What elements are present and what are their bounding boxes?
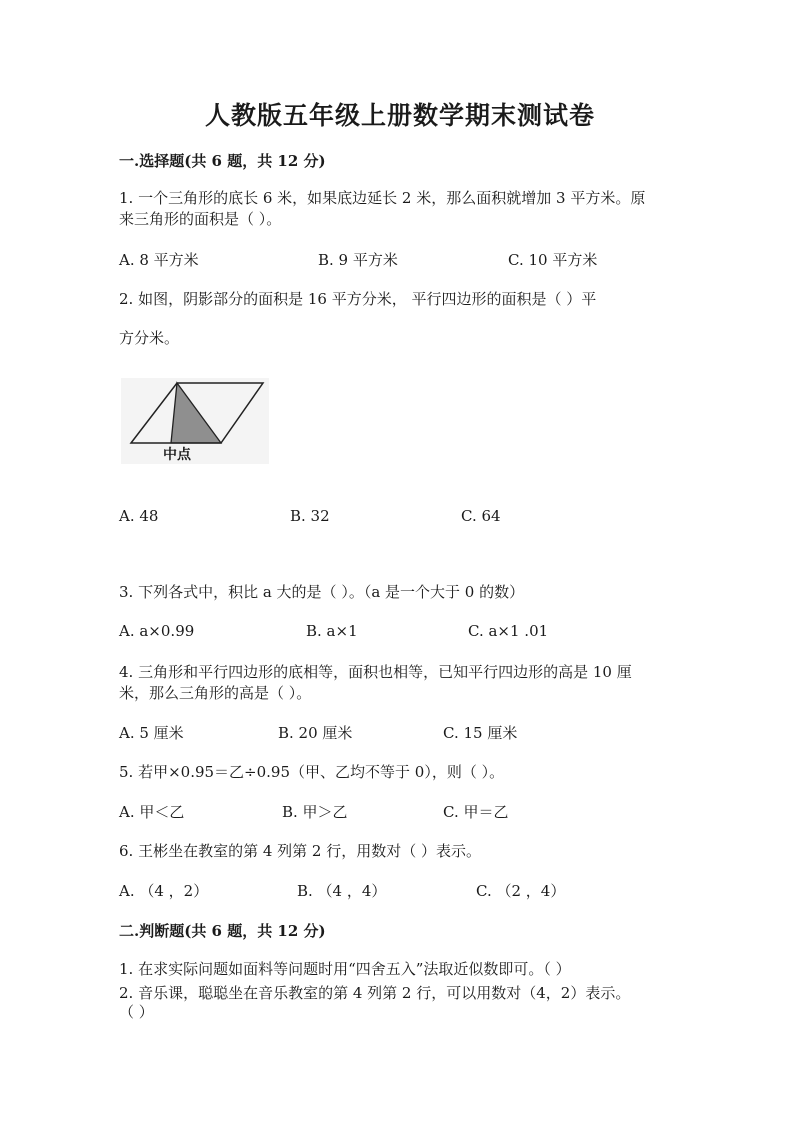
question-2-option-a: A. 48: [119, 507, 159, 525]
shaded-triangle: [171, 383, 221, 443]
question-3-option-b: B. a×1: [306, 622, 358, 640]
question-2-option-b: B. 32: [290, 507, 330, 525]
question-1-option-a: A. 8 平方米: [119, 251, 199, 269]
question-3-line-1: 3. 下列各式中，积比 a 大的是（ ）。（a 是一个大于 0 的数）: [119, 583, 525, 601]
question-6-option-a: A. （4 ，2）: [119, 882, 209, 900]
parallelogram-figure: [121, 378, 269, 464]
question-1-option-c: C. 10 平方米: [508, 251, 598, 269]
question-1-line-1: 1. 一个三角形的底长 6 米，如果底边延长 2 米，那么面积就增加 3 平方米。原: [119, 189, 646, 207]
question-4-option-a: A. 5 厘米: [119, 724, 184, 742]
page-title: 人教版五年级上册数学期末测试卷: [204, 101, 595, 130]
question-2-option-c: C. 64: [461, 507, 501, 525]
question-6-option-b: B. （4 ，4）: [297, 882, 387, 900]
question-5-option-c: C. 甲＝乙: [443, 803, 509, 821]
question-2-line-1: 2. 如图，阴影部分的面积是 16 平方分米， 平行四边形的面积是（ ）平: [119, 290, 597, 308]
judgement-1-line-1: 1. 在求实际问题如面料等问题时用“四舍五入”法取近似数即可。（ ）: [119, 960, 571, 978]
question-4-line-2: 米，那么三角形的高是（ ）。: [119, 684, 312, 702]
question-3-option-c: C. a×1 .01: [468, 622, 549, 640]
question-5-option-b: B. 甲＞乙: [282, 803, 348, 821]
question-5-line-1: 5. 若甲×0.95＝乙÷0.95（甲、乙均不等于 0），则（ ）。: [119, 763, 505, 781]
judgement-2-line-1: 2. 音乐课，聪聪坐在音乐教室的第 4 列第 2 行，可以用数对（4，2）表示。: [119, 984, 631, 1002]
question-6-option-c: C. （2 ，4）: [476, 882, 566, 900]
parallelogram-diagram: [121, 378, 269, 464]
figure-label-midpoint: 中点: [163, 447, 191, 463]
question-5-option-a: A. 甲＜乙: [119, 803, 185, 821]
section-heading-judgement: 二.判断题(共 6 题，共 12 分): [119, 922, 326, 940]
question-4-line-1: 4. 三角形和平行四边形的底相等，面积也相等，已知平行四边形的高是 10 厘: [119, 663, 632, 681]
judgement-2-line-2: （ ）: [119, 1003, 154, 1021]
question-4-option-b: B. 20 厘米: [278, 724, 353, 742]
question-3-option-a: A. a×0.99: [119, 622, 195, 640]
question-1-option-b: B. 9 平方米: [318, 251, 398, 269]
question-4-option-c: C. 15 厘米: [443, 724, 518, 742]
section-heading-choice: 一.选择题(共 6 题，共 12 分): [119, 152, 326, 170]
question-6-line-1: 6. 王彬坐在教室的第 4 列第 2 行，用数对（ ）表示。: [119, 842, 482, 860]
question-2-line-2: 方分米。: [119, 329, 180, 347]
question-1-line-2: 来三角形的面积是（ ）。: [119, 210, 282, 228]
